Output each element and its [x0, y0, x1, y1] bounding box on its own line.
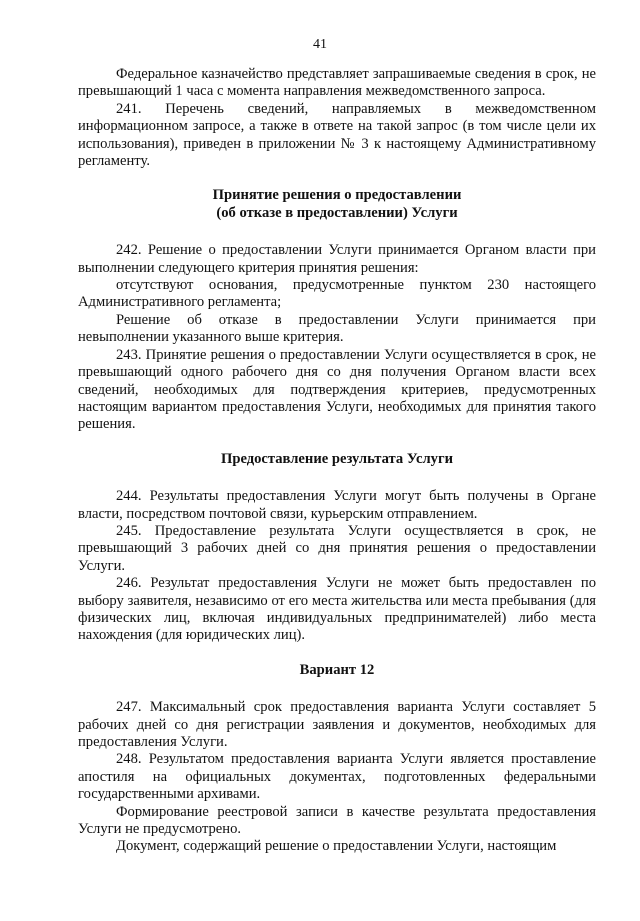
- section-variant-body: [78, 699, 596, 856]
- paragraph-244: 244. Результаты предоставления Услуги могут быть получены в Органе власти, посредством почтовой связи, курьерским отправлением.: [78, 488, 596, 522]
- paragraph-241: 241. Перечень сведений, направляемых в межведомственном информационном запросе, а также в ответе на такой запрос (в том числе цели их использования), приведен в приложении № 3 к настоящему Административному регламенту.: [78, 100, 596, 170]
- section-result-body: [78, 488, 596, 645]
- section-heading-result: Предоставление результата Услуги: [221, 450, 453, 467]
- paragraph-248: 248. Результатом предоставления варианта Услуги является проставление апостиля на официальных документах, подготовленных федеральными государственными архивами.: [78, 751, 596, 803]
- section-decision-body: [78, 242, 596, 433]
- paragraph-242: 242. Решение о предоставлении Услуги принимается Органом власти при выполнении следующего критерия принятия решения:: [78, 242, 596, 276]
- section-heading-variant: Вариант 12: [299, 661, 375, 678]
- paragraph-refusal: Решение об отказе в предоставлении Услуги принимается при невыполнении указанного выше критерия.: [78, 311, 596, 346]
- heading-decision-line-2: (об отказе в предоставлении) Услуги: [216, 204, 458, 221]
- paragraph-245: 245. Предоставление результата Услуги осуществляется в срок, не превышающий 3 рабочих дней со дня принятия решения о предоставлении Услуги.: [78, 522, 596, 574]
- page-body: [78, 66, 596, 856]
- section-heading-decision: [78, 187, 596, 222]
- paragraph-247: 247. Максимальный срок предоставления варианта Услуги составляет 5 рабочих дней со дня регистрации заявления и документов, необходимых для предоставления Услуги.: [78, 699, 596, 750]
- paragraph-criterion: отсутствуют основания, предусмотренные пунктом 230 настоящего Административного регламента;: [78, 277, 596, 311]
- paragraph-treasury: Федеральное казначейство представляет запрашиваемые сведения в срок, не превышающий 1 часа с момента направления межведомственного запроса.: [78, 66, 596, 100]
- heading-decision-line-1: Принятие решения о предоставлении: [212, 187, 462, 204]
- paragraph-243: 243. Принятие решения о предоставлении Услуги осуществляется в срок, не превышающий одного рабочего дня со дня получения Органом власти всех сведений, необходимых для подтверждения критериев, предусмотренных настоящим вариантом предоставления Услуги, необходимых для принятия такого решения.: [78, 346, 596, 433]
- paragraph-registry: Формирование реестровой записи в качестве результата предоставления Услуги не предусмотрено.: [78, 803, 596, 838]
- paragraph-246: 246. Результат предоставления Услуги не может быть предоставлен по выбору заявителя, независимо от его места жительства или места пребывания (для физических лиц, включая индивидуальных предпринимателей) либо места нахождения (для юридических лиц).: [78, 575, 596, 644]
- paragraph-document: Документ, содержащий решение о предоставлении Услуги, настоящим: [116, 838, 557, 855]
- page-number: 41: [313, 37, 327, 52]
